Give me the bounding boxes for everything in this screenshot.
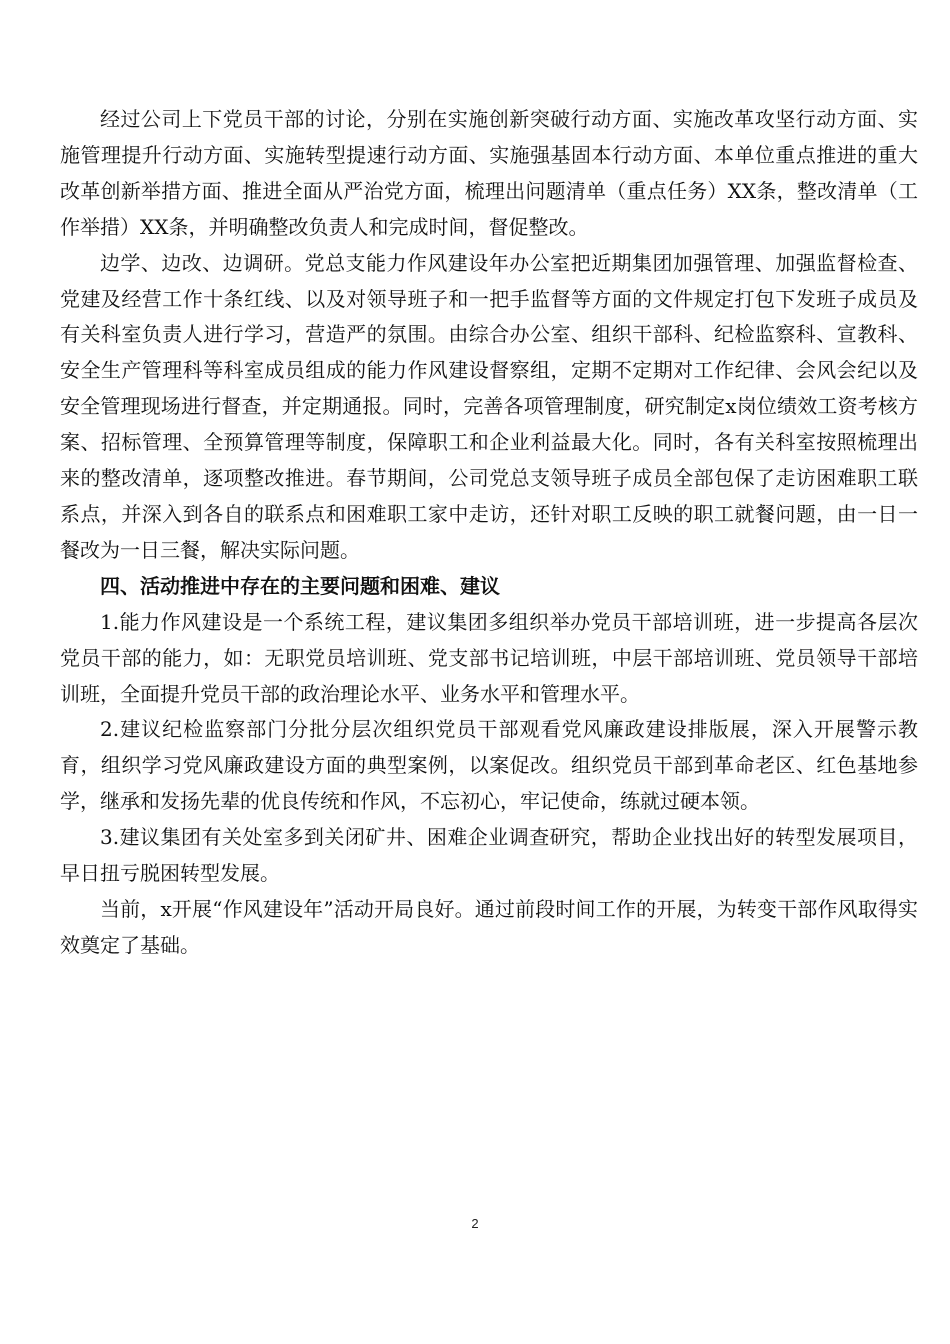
suggestion-item-training: 1.能力作风建设是一个系统工程，建议集团多组织举办党员干部培训班，进一步提高各层次党员干部的能力，如：无职党员培训班、党支部书记培训班，中层干部培训班、党员领导干部培训班，全面提升党员干部的政治理论水平、业务水平和管理水平。: [60, 609, 918, 706]
section-heading: 四、活动推进中存在的主要问题和困难、建议: [100, 573, 500, 598]
suggestion-item-research: 3.建议集团有关处室多到关闭矿井、困难企业调查研究，帮助企业找出好的转型发展项目，早日扭亏脱困转型发展。: [60, 825, 918, 886]
page-number: 2: [471, 1216, 479, 1231]
conclusion-paragraph: 当前，x开展“作风建设年”活动开局良好。通过前段时间工作的开展，为转变干部作风取得实效奠定了基础。: [60, 896, 918, 957]
document-body: [60, 102, 918, 964]
body-paragraph-rectification: 经过公司上下党员干部的讨论，分别在实施创新突破行动方面、实施改革攻坚行动方面、实施管理提升行动方面、实施转型提速行动方面、实施强基固本行动方面、本单位重点推进的重大改革创新举措方面、推进全面从严治党方面，梳理出问题清单（重点任务）XX条，整改清单（工作举措）XX条，并明确整改负责人和完成时间，督促整改。: [60, 107, 918, 239]
body-paragraph-learning: 边学、边改、边调研。党总支能力作风建设年办公室把近期集团加强管理、加强监督检查、党建及经营工作十条红线、以及对领导班子和一把手监督等方面的文件规定打包下发班子成员及有关科室负责人进行学习，营造严的氛围。由综合办公室、组织干部科、纪检监察科、宣教科、安全生产管理科等科室成员组成的能力作风建设督察组，定期不定期对工作纪律、会风会纪以及安全管理现场进行督查，并定期通报。同时，完善各项管理制度，研究制定x岗位绩效工资考核方案、招标管理、全预算管理等制度，保障职工和企业利益最大化。同时，各有关科室按照梳理出来的整改清单，逐项整改推进。春节期间，公司党总支领导班子成员全部包保了走访困难职工联系点，并深入到各自的联系点和困难职工家中走访，还针对职工反映的职工就餐问题，由一日一餐改为一日三餐，解决实际问题。: [60, 250, 918, 562]
suggestion-item-education: 2.建议纪检监察部门分批分层次组织党员干部观看党风廉政建设排版展，深入开展警示教育，组织学习党风廉政建设方面的典型案例，以案促改。组织党员干部到革命老区、红色基地参学，继承和发扬先辈的优良传统和作风，不忘初心，牢记使命，练就过硬本领。: [60, 717, 918, 814]
